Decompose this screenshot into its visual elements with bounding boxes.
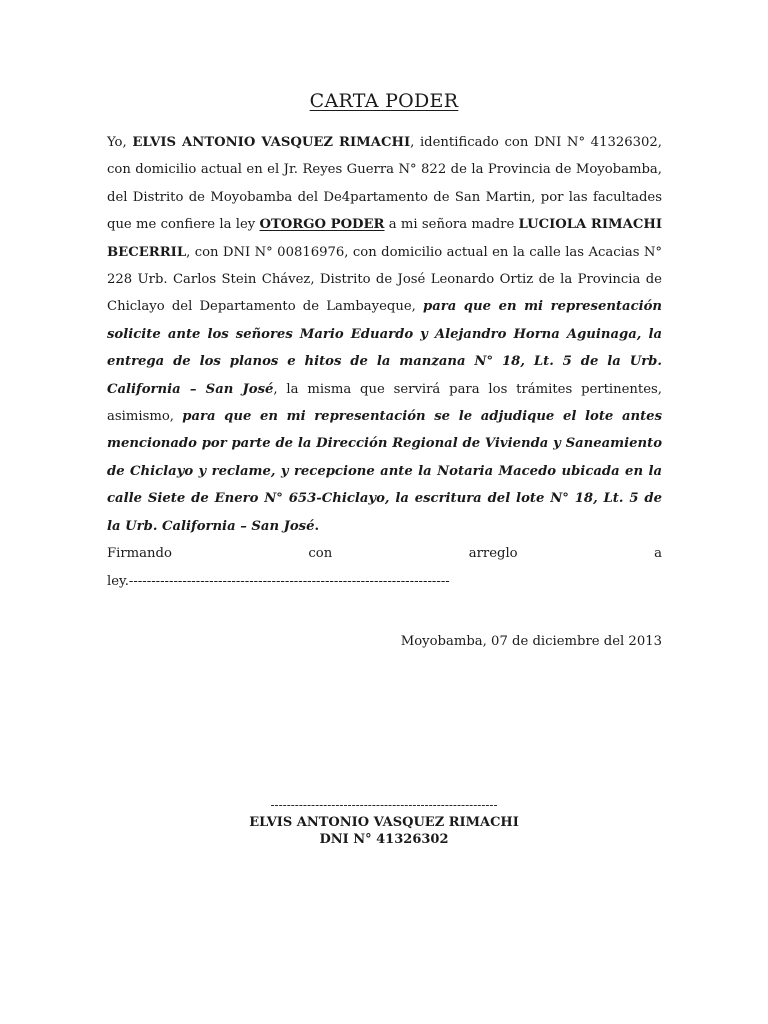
text-segment: , con DNI N° 00816976, con domicilio actual en la calle las Acacias N° 228 Urb. Carlos Stein Chávez, Distrito de José Leonardo Ortiz de la Provincia de Chiclayo del Departamento de Lambayeque,: [107, 244, 662, 315]
closing-word: arreglo: [468, 546, 518, 562]
text-segment: Yo,: [107, 135, 133, 150]
purpose-clause-1: para que en mi representación solicite ante los señores Mario Eduardo y Alejandro Horna Aguinaga, la entrega de los planos e hitos de la manzana N° 18, Lt. 5 de la Urb. California – San José: [107, 299, 662, 397]
text-segment: , identificado con DNI N° 41326302, con domicilio actual en el Jr. Reyes Guerra N° 822 de la Provincia de Moyobamba, del Distrito de Moyobamba del De4partamento de San Martin, por las facultades que me confiere la ley: [107, 135, 663, 233]
signatory-name: ELVIS ANTONIO VASQUEZ RIMACHI: [249, 815, 519, 830]
text-segment: .: [314, 518, 320, 534]
signatory-dni: DNI N° 41326302: [319, 832, 449, 847]
grantee-name: LUCIOLA RIMACHI BECERRIL: [107, 217, 663, 260]
closing-word: Firmando: [107, 546, 172, 562]
body-paragraph: [107, 129, 662, 595]
main-paragraph: [107, 129, 662, 540]
grantor-name: ELVIS ANTONIO VASQUEZ RIMACHI: [132, 135, 411, 150]
grant-phrase: OTORGO PODER: [259, 217, 385, 233]
place-date: Moyobamba, 07 de diciembre del 2013: [400, 634, 662, 649]
text-segment: , la misma que servirá para los trámites pertinentes, asimismo,: [107, 381, 662, 425]
closing-word: con: [308, 546, 333, 562]
document-title: CARTA PODER: [309, 90, 459, 112]
closing-word: a: [654, 546, 662, 562]
signature-block: [0, 797, 768, 848]
closing-end: ley.------------------------------------------------------------------------: [107, 573, 450, 589]
text-segment: a mi señora madre: [384, 217, 519, 233]
purpose-clause-2: para que en mi representación se le adjudique el lote antes mencionado por parte de la Dirección Regional de Vivienda y Saneamiento de Chiclayo y reclame, y recepcione ante la Notaria Macedo ubicada en la calle Siete de Enero N° 653-Chiclayo, la escritura del lote N° 18, Lt. 5 de la Urb. California – San José: [107, 409, 662, 534]
signature-line: --------------------------------------------------------: [270, 798, 498, 812]
closing-line: [107, 540, 662, 567]
